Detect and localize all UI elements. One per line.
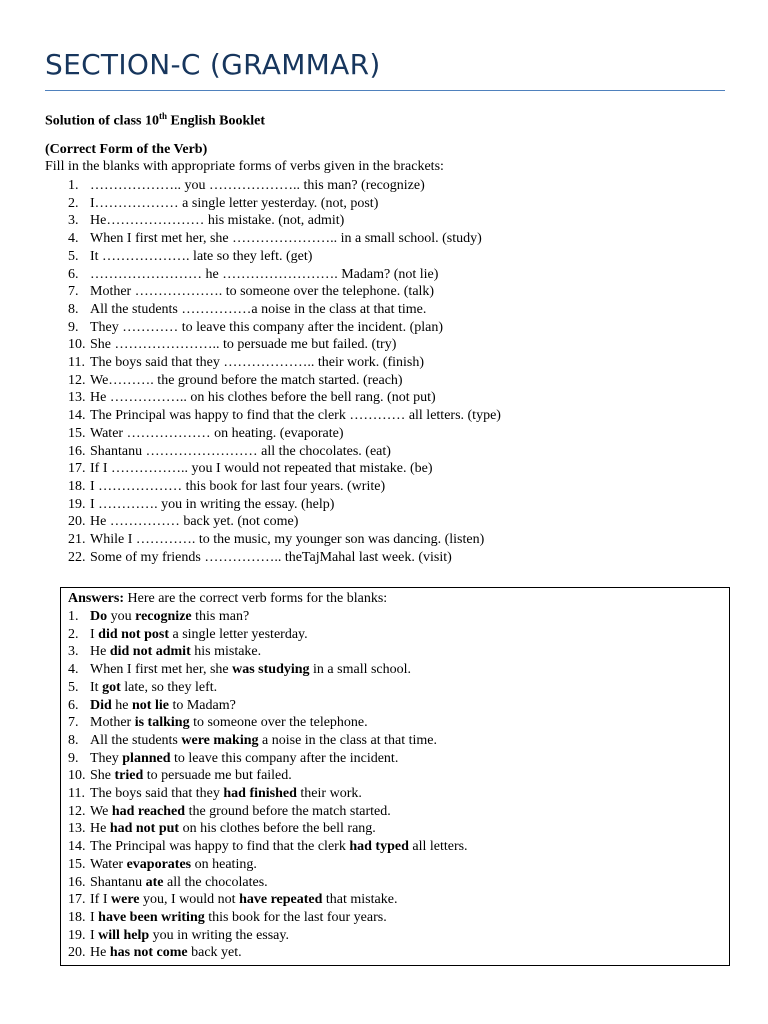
question-text: We………. the ground before the match started. (reach) (90, 372, 403, 388)
answers-box (60, 587, 730, 966)
answer-verb-form: not lie (132, 697, 169, 713)
question-number: 20. (68, 514, 86, 530)
answer-text (90, 785, 362, 803)
answer-number: 11. (68, 786, 85, 802)
answer-text (90, 944, 242, 962)
question-number: 13. (68, 390, 86, 406)
answer-text (90, 750, 398, 768)
answer-item (68, 697, 468, 715)
answer-item (68, 927, 468, 945)
answer-sentence-fragment: to Madam? (168, 697, 236, 713)
question-text: She ………………….. to persuade me but failed. (try) (90, 337, 397, 353)
answer-sentence-fragment: his mistake. (190, 644, 262, 660)
question-item (68, 195, 501, 213)
answer-item (68, 714, 468, 732)
answer-sentence-fragment: to leave this company after the incident. (170, 750, 399, 766)
question-item (68, 336, 501, 354)
answer-verb-form: Did (90, 697, 112, 713)
answer-item (68, 661, 468, 679)
answer-number: 20. (68, 945, 86, 961)
answer-sentence-fragment: you (107, 609, 136, 624)
answer-verb-form: got (102, 679, 121, 695)
question-text: Some of my friends …………….. theTajMahal last week. (visit) (90, 549, 452, 565)
answer-text (90, 874, 268, 892)
section-heading: (Correct Form of the Verb) (45, 142, 208, 157)
answer-text (90, 909, 387, 927)
question-item (68, 354, 501, 372)
answer-text (90, 679, 217, 697)
answer-item (68, 767, 468, 785)
answer-text (90, 661, 411, 679)
answer-text (90, 820, 376, 838)
answer-number: 17. (68, 892, 86, 908)
question-number: 12. (68, 372, 86, 388)
answer-verb-form: were making (181, 732, 259, 748)
question-text: ……………….. you ……………….. this man? (recognize) (90, 178, 425, 193)
question-number: 19. (68, 496, 86, 512)
answer-sentence-fragment: to someone over the telephone. (189, 715, 368, 731)
answer-number: 18. (68, 909, 86, 925)
answer-verb-form: had not put (109, 821, 180, 837)
answer-list (68, 608, 468, 962)
question-item (68, 248, 501, 266)
answer-item (68, 679, 468, 697)
answers-label: Answers: (68, 591, 124, 606)
question-item (68, 212, 501, 230)
question-text: It ………………. late so they left. (get) (90, 248, 313, 264)
answer-number: 8. (68, 732, 79, 748)
question-item (68, 513, 501, 531)
question-text: The boys said that they ……………….. their work. (finish) (90, 355, 425, 371)
question-text: He………………… his mistake. (not, admit) (90, 213, 345, 229)
answer-sentence-fragment: I (90, 626, 99, 642)
answer-text (90, 927, 289, 945)
answer-number: 4. (68, 662, 79, 678)
subtitle-rest: English Booklet (166, 113, 266, 129)
answer-sentence-fragment: to persuade me but failed. (143, 768, 292, 784)
answer-sentence-fragment: this man? (191, 609, 250, 624)
answer-text (90, 732, 437, 750)
question-number: 9. (68, 319, 79, 335)
answer-verb-form: recognize (135, 609, 192, 624)
answer-sentence-fragment: Shantanu (90, 874, 146, 890)
answer-sentence-fragment: Water (90, 856, 127, 872)
question-number: 21. (68, 532, 86, 548)
question-item (68, 177, 501, 195)
answer-item (68, 750, 468, 768)
answer-verb-form: was studying (232, 662, 310, 678)
answer-sentence-fragment: on heating. (191, 856, 257, 872)
answer-sentence-fragment: I (90, 909, 99, 925)
page-title: SECTION-C (GRAMMAR) (45, 48, 381, 81)
question-text: All the students ……………a noise in the class at that time. (90, 301, 427, 317)
answer-sentence-fragment: He (90, 644, 110, 660)
question-number: 15. (68, 425, 86, 441)
question-item (68, 283, 501, 301)
question-item (68, 496, 501, 514)
answer-number: 5. (68, 679, 79, 695)
answer-item (68, 643, 468, 661)
answer-sentence-fragment: He (90, 945, 110, 961)
answer-number: 3. (68, 644, 79, 660)
answer-sentence-fragment: It (90, 679, 103, 695)
question-number: 4. (68, 231, 79, 247)
question-number: 8. (68, 301, 79, 317)
answer-sentence-fragment: All the students (90, 732, 182, 748)
question-item (68, 301, 501, 319)
question-text: Shantanu …………………… all the chocolates. (eat) (90, 443, 391, 459)
answer-sentence-fragment: in a small school. (309, 662, 412, 678)
answer-text (90, 626, 308, 644)
answer-sentence-fragment: he (111, 697, 133, 713)
answer-item (68, 891, 468, 909)
answer-verb-form: have repeated (239, 892, 323, 908)
answer-item (68, 803, 468, 821)
answer-number: 9. (68, 750, 79, 766)
answer-sentence-fragment: If I (90, 892, 111, 908)
question-item (68, 425, 501, 443)
question-text: The Principal was happy to find that the clerk ………… all letters. (type) (90, 408, 501, 424)
answer-text (90, 608, 249, 626)
document-subtitle (45, 111, 265, 130)
answer-number: 10. (68, 768, 86, 784)
answer-sentence-fragment: their work. (296, 786, 362, 802)
answer-verb-form: had typed (349, 839, 409, 855)
answer-verb-form: had finished (223, 786, 297, 802)
question-text: I ……………… this book for last four years. (write) (90, 478, 386, 494)
answer-sentence-fragment: all the chocolates. (163, 874, 268, 890)
question-text: I …………. you in writing the essay. (help) (90, 496, 335, 512)
answer-verb-form: has not come (109, 945, 188, 961)
answer-text (90, 803, 391, 821)
answer-verb-form: tried (114, 768, 144, 784)
answer-item (68, 785, 468, 803)
question-item (68, 443, 501, 461)
answer-verb-form: did not admit (109, 644, 191, 660)
answer-sentence-fragment: you in writing the essay. (149, 927, 289, 943)
answer-verb-form: ate (145, 874, 164, 890)
answer-verb-form: had reached (111, 803, 186, 819)
answer-number: 6. (68, 697, 79, 713)
question-text: While I …………. to the music, my younger son was dancing. (listen) (90, 532, 485, 548)
question-item (68, 230, 501, 248)
answer-text (90, 714, 368, 732)
answer-number: 7. (68, 715, 79, 731)
answer-verb-form: planned (122, 750, 171, 766)
answer-item (68, 944, 468, 962)
answers-intro (68, 590, 387, 608)
answer-verb-form: did not post (98, 626, 169, 642)
title-divider (45, 90, 725, 91)
question-number: 1. (68, 178, 79, 193)
question-text: When I first met her, she ………………….. in a small school. (study) (90, 231, 482, 247)
answer-verb-form: is talking (134, 715, 190, 731)
answer-item (68, 856, 468, 874)
question-item (68, 531, 501, 549)
question-number: 6. (68, 266, 79, 282)
answer-number: 16. (68, 874, 86, 890)
answer-item (68, 626, 468, 644)
answer-text (90, 697, 236, 715)
answer-item (68, 909, 468, 927)
question-number: 2. (68, 195, 79, 211)
question-text: I……………… a single letter yesterday. (not, post) (90, 195, 379, 211)
answer-sentence-fragment: The boys said that they (90, 786, 224, 802)
answer-number: 19. (68, 927, 86, 943)
question-item (68, 407, 501, 425)
question-item (68, 478, 501, 496)
question-item (68, 319, 501, 337)
answer-verb-form: have been writing (98, 909, 205, 925)
answer-sentence-fragment: the ground before the match started. (185, 803, 391, 819)
question-item (68, 549, 501, 567)
answer-number: 14. (68, 839, 86, 855)
question-list (68, 177, 501, 566)
subtitle-main: Solution of class 10 (45, 113, 159, 129)
answer-item (68, 732, 468, 750)
question-text: Mother ………………. to someone over the telephone. (talk) (90, 284, 435, 300)
answer-sentence-fragment: a noise in the class at that time. (258, 732, 437, 748)
answer-verb-form: evaporates (126, 856, 192, 872)
answer-text (90, 643, 261, 661)
answer-item (68, 820, 468, 838)
question-number: 17. (68, 461, 86, 477)
question-text: Water ……………… on heating. (evaporate) (90, 425, 344, 441)
answer-number: 15. (68, 856, 86, 872)
answer-sentence-fragment: She (90, 768, 115, 784)
answer-item (68, 874, 468, 892)
answer-sentence-fragment: back yet. (187, 945, 242, 961)
answer-verb-form: were (111, 892, 140, 908)
answer-item (68, 608, 468, 626)
answer-sentence-fragment: on his clothes before the bell rang. (179, 821, 376, 837)
question-number: 7. (68, 284, 79, 300)
question-number: 14. (68, 408, 86, 424)
answer-sentence-fragment: that mistake. (322, 892, 398, 908)
question-text: They ………… to leave this company after the incident. (plan) (90, 319, 444, 335)
question-text: He …………….. on his clothes before the bell rang. (not put) (90, 390, 436, 406)
answer-number: 13. (68, 821, 86, 837)
instruction-text: Fill in the blanks with appropriate forms of verbs given in the brackets: (45, 159, 444, 174)
answer-sentence-fragment: I (90, 927, 99, 943)
question-number: 3. (68, 213, 79, 229)
answer-text (90, 891, 397, 909)
question-item (68, 389, 501, 407)
answer-sentence-fragment: He (90, 821, 110, 837)
answer-text (90, 767, 292, 785)
subtitle-superscript: th (158, 111, 167, 121)
answer-verb-form: will help (98, 927, 150, 943)
question-number: 18. (68, 478, 86, 494)
question-item (68, 266, 501, 284)
answer-sentence-fragment: The Principal was happy to find that the clerk (90, 839, 350, 855)
question-text: If I …………….. you I would not repeated that mistake. (be) (90, 461, 433, 477)
question-number: 5. (68, 248, 79, 264)
answer-number: 1. (68, 609, 79, 624)
answer-sentence-fragment: a single letter yesterday. (168, 626, 308, 642)
answer-sentence-fragment: They (90, 750, 123, 766)
answer-sentence-fragment: this book for the last four years. (204, 909, 387, 925)
question-number: 22. (68, 549, 86, 565)
answer-sentence-fragment: We (90, 803, 112, 819)
question-number: 16. (68, 443, 86, 459)
answer-sentence-fragment: When I first met her, she (90, 662, 233, 678)
question-text: …………………… he ……………………. Madam? (not lie) (90, 266, 439, 282)
question-number: 10. (68, 337, 86, 353)
answer-sentence-fragment: late, so they left. (120, 679, 218, 695)
answer-item (68, 838, 468, 856)
answers-intro-text: Here are the correct verb forms for the blanks: (124, 591, 388, 606)
answer-verb-form: Do (90, 609, 108, 624)
question-text: He …………… back yet. (not come) (90, 514, 299, 530)
question-number: 11. (68, 355, 85, 371)
answer-number: 2. (68, 626, 79, 642)
question-item (68, 460, 501, 478)
answer-sentence-fragment: Mother (90, 715, 135, 731)
answer-text (90, 856, 257, 874)
answer-sentence-fragment: you, I would not (139, 892, 240, 908)
question-item (68, 372, 501, 390)
answer-sentence-fragment: all letters. (408, 839, 468, 855)
answer-text (90, 838, 468, 856)
answer-number: 12. (68, 803, 86, 819)
